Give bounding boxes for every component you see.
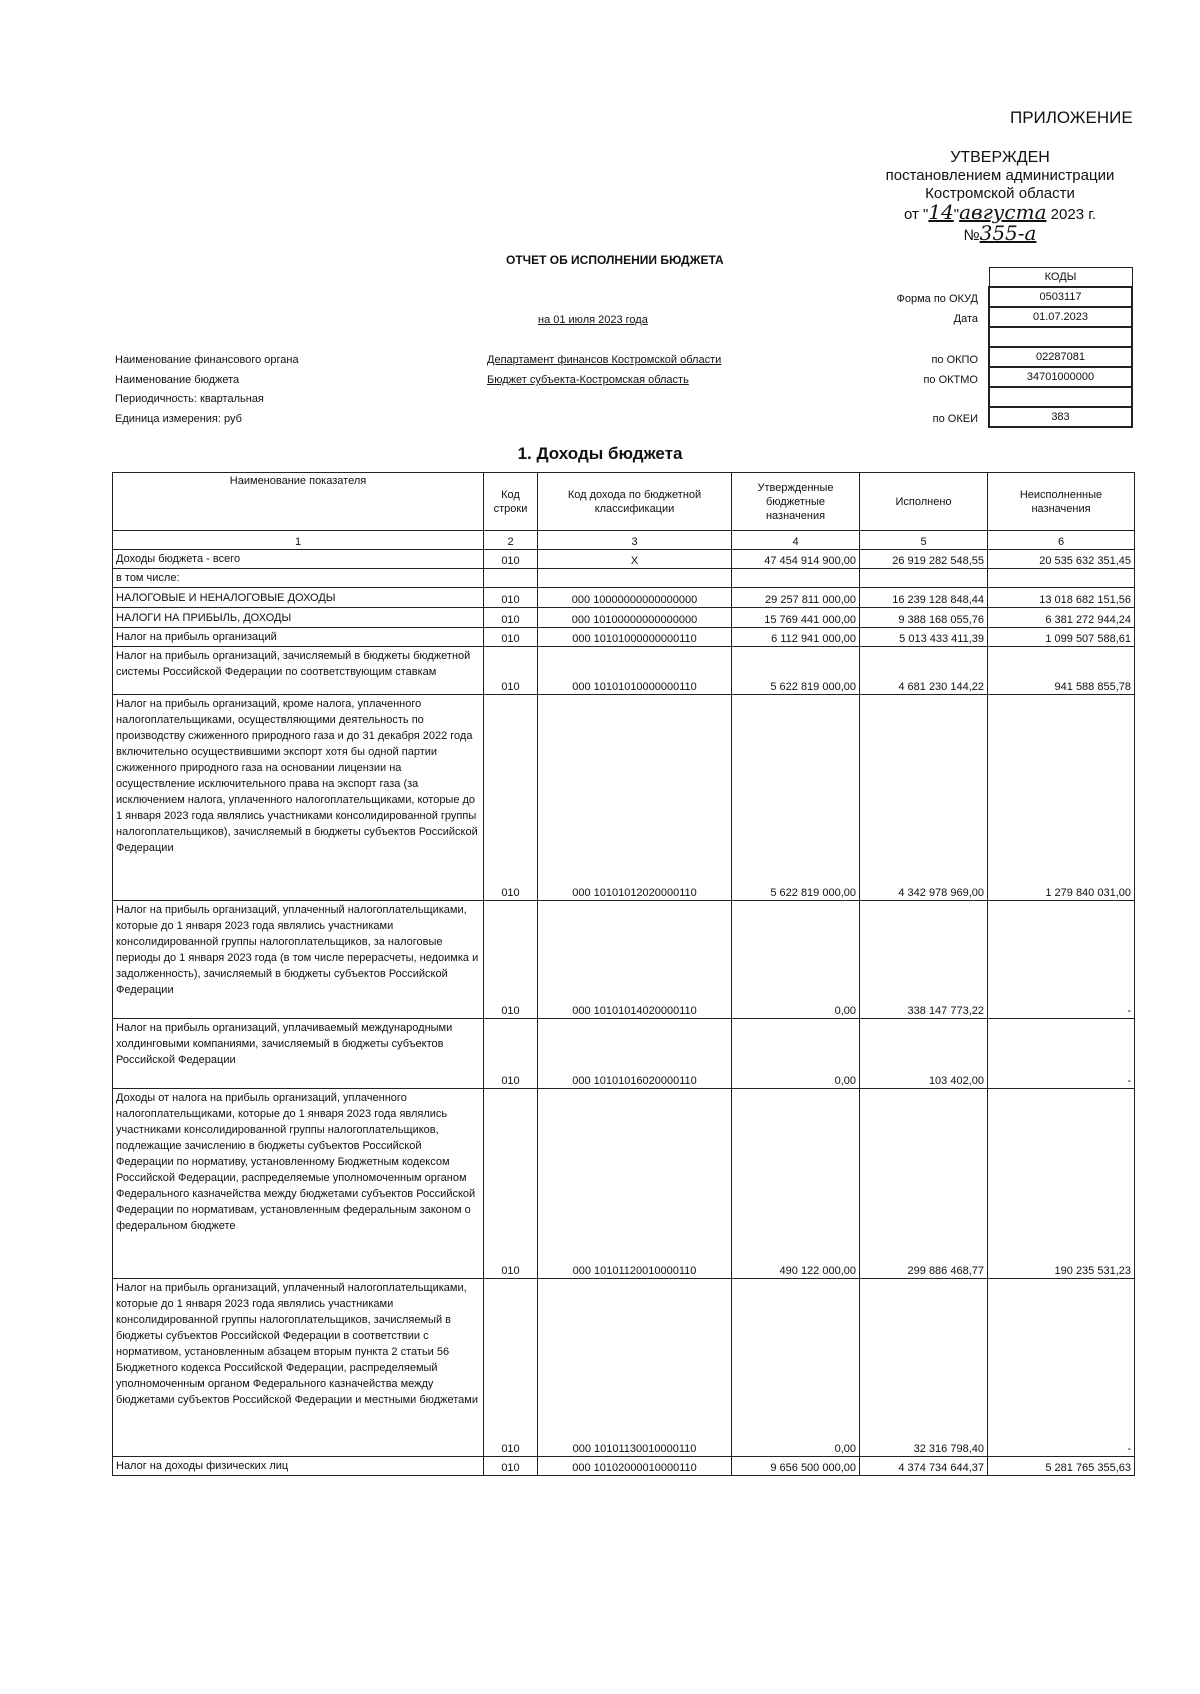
row-unexecuted: 6 381 272 944,24 (988, 608, 1135, 628)
row-name: Налог на прибыль организаций, кроме налога, уплаченного налогоплательщиками, осуществляющими деятельность по производству сжиженного природного газа и до 31 декабря 2022 года включительно осуществившими экспорт хотя бы одной партии сжиженного природного газа на основании лицензии на осуществление исключительного права на экспорт газа (за исключением налога, уплаченного налогоплательщиками, которые до 1 января 2023 года являлись участниками консолидированной группы налогоплательщиков), зачисляемый в бюджеты субъектов Российской Федерации (113, 695, 484, 901)
row-unexecuted: 20 535 632 351,45 (988, 550, 1135, 569)
budget-value: Бюджет субъекта-Костромская область (487, 374, 689, 386)
date-label: Дата (953, 313, 978, 325)
row-line-code: 010 (484, 588, 538, 608)
row-unexecuted: 1 099 507 588,61 (988, 628, 1135, 647)
okpo-label: по ОКПО (931, 354, 978, 366)
unit-of-measure: Единица измерения: руб (115, 413, 242, 425)
header-unexecuted: Неисполненные назначения (988, 473, 1135, 531)
row-approved: 6 112 941 000,00 (732, 628, 860, 647)
financial-body-value: Департамент финансов Костромской области (487, 354, 722, 366)
row-approved: 29 257 811 000,00 (732, 588, 860, 608)
col-number: 3 (538, 531, 732, 550)
header-executed: Исполнено (860, 473, 988, 531)
table-row (113, 550, 1135, 569)
row-unexecuted: - (988, 901, 1135, 1019)
row-income-code: 000 10101130010000110 (538, 1279, 732, 1457)
table-row (113, 569, 1135, 588)
table-row (113, 1019, 1135, 1089)
approved-line-2: Костромской области (925, 185, 1075, 202)
row-income-code: 000 10101012020000110 (538, 695, 732, 901)
header-name: Наименование показателя (113, 473, 484, 531)
row-name: НАЛОГИ НА ПРИБЫЛЬ, ДОХОДЫ (113, 608, 484, 628)
okud-label: Форма по ОКУД (896, 293, 978, 305)
approved-line-1: постановлением администрации (885, 167, 1115, 184)
table-row (113, 588, 1135, 608)
row-line-code: 010 (484, 1279, 538, 1457)
table-row (113, 695, 1135, 901)
header-line: Код строки (484, 473, 538, 531)
row-line-code: 010 (484, 1089, 538, 1279)
row-name: Налог на прибыль организаций, уплаченный налогоплательщиками, которые до 1 января 2023 года являлись участниками консолидированной группы налогоплательщиков, зачисляемый в бюджеты субъектов Российской Федерации в соответствии с нормативом, установленным абзацем вторым пункта 2 статьи 56 Бюджетного кодекса Российской Федерации, распределяемый уполномоченным органом Федерального казначейства между бюджетами субъектов Российской Федерации и местными бюджетами (113, 1279, 484, 1457)
budget-label: Наименование бюджета (115, 374, 240, 386)
row-unexecuted: - (988, 1019, 1135, 1089)
row-line-code: 010 (484, 628, 538, 647)
col-number: 1 (113, 531, 484, 550)
row-income-code: 000 10100000000000000 (538, 608, 732, 628)
row-line-code: 010 (484, 901, 538, 1019)
approved-title: УТВЕРЖДЕН (950, 149, 1050, 166)
row-approved: 0,00 (732, 1279, 860, 1457)
row-executed: 4 681 230 144,22 (860, 647, 988, 695)
table-row (113, 1279, 1135, 1457)
table-row (113, 608, 1135, 628)
row-line-code: 010 (484, 1019, 538, 1089)
row-approved (732, 569, 860, 588)
header-code: Код дохода по бюджетной классификации (538, 473, 732, 531)
table-body (113, 550, 1135, 1476)
row-executed: 103 402,00 (860, 1019, 988, 1089)
row-executed: 4 342 978 969,00 (860, 695, 988, 901)
col-number: 4 (732, 531, 860, 550)
income-table (112, 472, 1135, 1476)
table-row (113, 628, 1135, 647)
empty-code-cell (989, 327, 1132, 347)
col-number: 6 (988, 531, 1135, 550)
appendix-label: ПРИЛОЖЕНИЕ (1010, 108, 1133, 127)
row-income-code: 000 10101010000000110 (538, 647, 732, 695)
table-row (113, 1457, 1135, 1476)
report-period: на 01 июля 2023 года (538, 314, 648, 326)
row-income-code: 000 10101014020000110 (538, 901, 732, 1019)
row-executed: 299 886 468,77 (860, 1089, 988, 1279)
row-unexecuted: 5 281 765 355,63 (988, 1457, 1135, 1476)
row-income-code: 000 10101000000000110 (538, 628, 732, 647)
row-line-code: 010 (484, 1457, 538, 1476)
row-name: Доходы от налога на прибыль организаций, уплаченного налогоплательщиками, которые до 1 января 2023 года являлись участниками консолидированной группы налогоплательщиков, подлежащие зачислению в бюджеты субъектов Российской Федерации по нормативу, установленному Бюджетным кодексом Российской Федерации, распределяемые уполномоченным органом Федерального казначейства между бюджетами субъектов Российской Федерации по нормативам, установленным федеральным законом о федеральном бюджете (113, 1089, 484, 1279)
row-approved: 5 622 819 000,00 (732, 647, 860, 695)
row-name: Налог на доходы физических лиц (113, 1457, 484, 1476)
row-executed: 338 147 773,22 (860, 901, 988, 1019)
row-approved: 47 454 914 900,00 (732, 550, 860, 569)
row-line-code: 010 (484, 647, 538, 695)
row-executed: 32 316 798,40 (860, 1279, 988, 1457)
row-unexecuted (988, 569, 1135, 588)
okei-code: 383 (989, 407, 1132, 427)
table-row (113, 647, 1135, 695)
approved-month: августа (959, 200, 1047, 224)
col-number: 5 (860, 531, 988, 550)
row-executed: 9 388 168 055,76 (860, 608, 988, 628)
periodicity: Периодичность: квартальная (115, 393, 264, 405)
row-name: НАЛОГОВЫЕ И НЕНАЛОГОВЫЕ ДОХОДЫ (113, 588, 484, 608)
row-approved: 490 122 000,00 (732, 1089, 860, 1279)
row-income-code: 000 10101120010000110 (538, 1089, 732, 1279)
row-unexecuted: 1 279 840 031,00 (988, 695, 1135, 901)
row-income-code: 000 10102000010000110 (538, 1457, 732, 1476)
row-line-code: 010 (484, 695, 538, 901)
row-approved: 0,00 (732, 901, 860, 1019)
approved-date-line (880, 200, 1120, 245)
row-executed: 26 919 282 548,55 (860, 550, 988, 569)
table-row (113, 901, 1135, 1019)
row-income-code: X (538, 550, 732, 569)
date-code: 01.07.2023 (989, 307, 1132, 327)
row-unexecuted: 13 018 682 151,56 (988, 588, 1135, 608)
row-unexecuted: 190 235 531,23 (988, 1089, 1135, 1279)
codes-header: КОДЫ (989, 268, 1132, 288)
row-unexecuted: 941 588 855,78 (988, 647, 1135, 695)
row-name: Налог на прибыль организаций, зачисляемый в бюджеты бюджетной системы Российской Федерации по соответствующим ставкам (113, 647, 484, 695)
approved-day: 14 (928, 200, 954, 224)
row-line-code (484, 569, 538, 588)
okei-label: по ОКЕИ (932, 413, 978, 425)
row-income-code: 000 10101016020000110 (538, 1019, 732, 1089)
row-name: в том числе: (113, 569, 484, 588)
row-executed: 4 374 734 644,37 (860, 1457, 988, 1476)
approved-mid: " (953, 206, 960, 223)
financial-body-label: Наименование финансового органа (115, 354, 299, 366)
col-number: 2 (484, 531, 538, 550)
approved-prefix: от " (903, 206, 929, 223)
row-approved: 5 622 819 000,00 (732, 695, 860, 901)
row-income-code (538, 569, 732, 588)
approval-block (880, 149, 1120, 245)
approved-number: 355-а (979, 221, 1037, 245)
row-income-code: 000 10000000000000000 (538, 588, 732, 608)
row-name: Налог на прибыль организаций, уплачиваемый международными холдинговыми компаниями, зачисляемый в бюджеты субъектов Российской Федерации (113, 1019, 484, 1089)
report-title: ОТЧЕТ ОБ ИСПОЛНЕНИИ БЮДЖЕТА (506, 253, 724, 267)
okud-code: 0503117 (989, 287, 1132, 307)
approved-year: 2023 г. № (963, 206, 1097, 244)
row-name: Доходы бюджета - всего (113, 550, 484, 569)
row-unexecuted: - (988, 1279, 1135, 1457)
empty-code-cell (989, 387, 1132, 407)
okpo-code: 02287081 (989, 347, 1132, 367)
row-approved: 15 769 441 000,00 (732, 608, 860, 628)
codes-table (988, 267, 1133, 428)
row-executed (860, 569, 988, 588)
row-executed: 16 239 128 848,44 (860, 588, 988, 608)
row-line-code: 010 (484, 608, 538, 628)
row-executed: 5 013 433 411,39 (860, 628, 988, 647)
row-name: Налог на прибыль организаций, уплаченный налогоплательщиками, которые до 1 января 2023 года являлись участниками консолидированной группы налогоплательщиков, за налоговые периоды до 1 января 2023 года (в том числе перерасчеты, недоимка и задолженность), зачисляемый в бюджеты субъектов Российской Федерации (113, 901, 484, 1019)
row-approved: 0,00 (732, 1019, 860, 1089)
row-name: Налог на прибыль организаций (113, 628, 484, 647)
section-title: 1. Доходы бюджета (517, 444, 683, 463)
oktmo-code: 34701000000 (989, 367, 1132, 387)
row-line-code: 010 (484, 550, 538, 569)
header-approved: Утвержденные бюджетные назначения (732, 473, 860, 531)
row-approved: 9 656 500 000,00 (732, 1457, 860, 1476)
oktmo-label: по ОКТМО (923, 374, 978, 386)
table-row (113, 1089, 1135, 1279)
